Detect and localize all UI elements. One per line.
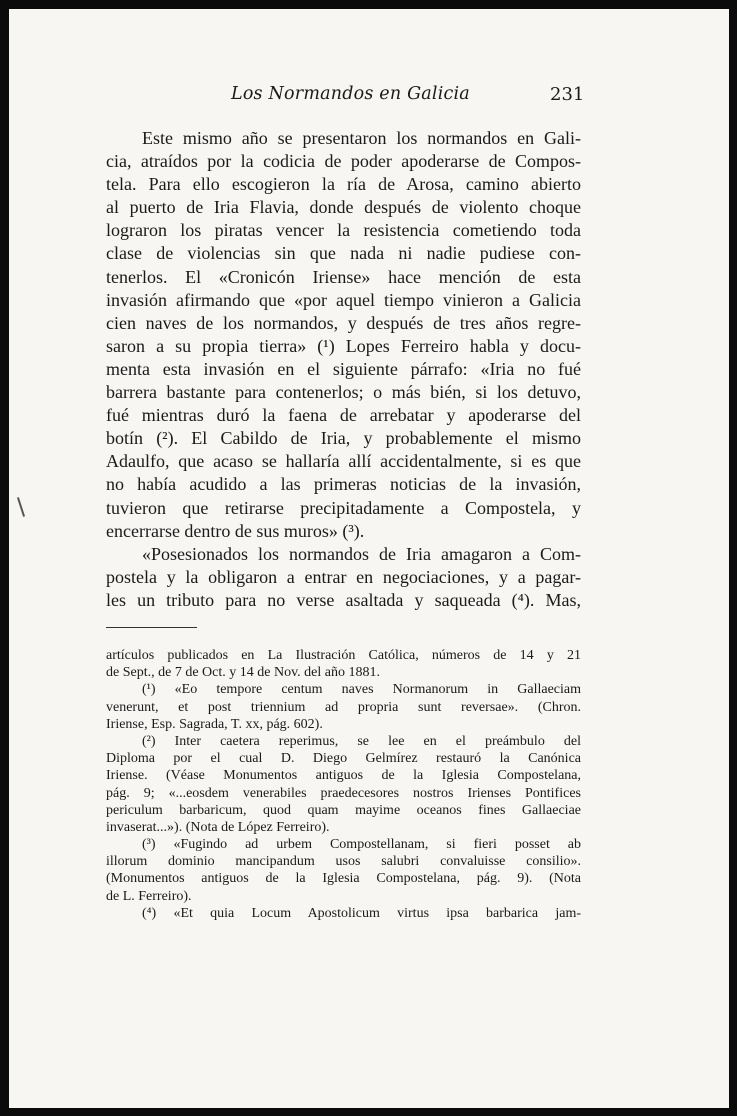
text-line: fué mientras duró la faena de arrebatar y apoderarse del: [106, 405, 581, 426]
text-line: Este mismo año se presentaron los normandos en Gali-: [142, 128, 581, 148]
footnote-line: invaserat...»). (Nota de López Ferreiro).: [106, 819, 330, 835]
text-line: postela y la obligaron a entrar en negociaciones, y a pagar-: [106, 566, 581, 587]
footnote-line: Iriense, Esp. Sagrada, T. xx, pág. 602).: [106, 716, 323, 732]
footnotes: [106, 647, 581, 922]
text-line: lograron los piratas vencer la resistencia cometiendo toda: [106, 220, 581, 241]
text-line: barrera bastante para contenerlos; o más bién, si los detuvo,: [106, 382, 581, 403]
footnote-line: venerunt, et post triennium ad propria sunt reversae». (Chron.: [106, 699, 581, 715]
margin-mark: [17, 497, 25, 517]
text-line: cia, atraídos por la codicia de poder apoderarse de Compos-: [106, 151, 581, 172]
text-line: «Posesionados los normandos de Iria amagaron a Com-: [142, 543, 581, 564]
text-line: encerrarse dentro de sus muros» (³).: [106, 520, 365, 541]
text-line: tuvieron que retirarse precipitadamente a Compostela, y: [106, 497, 581, 518]
text-line: menta esta invasión en el siguiente párrafo: «Iria no fué: [106, 358, 581, 379]
footnote-line: illorum dominio mancipandum usos salubri convaluisse consilio».: [106, 854, 581, 870]
text-line: botín (²). El Cabildo de Iria, y probablemente el mismo: [106, 428, 581, 449]
running-header: [9, 84, 729, 108]
footnote-line: de Sept., de 7 de Oct. y 14 de Nov. del año 1881.: [106, 665, 380, 681]
footnote-line: Diploma por el cual D. Diego Gelmírez restauró la Canónica: [106, 751, 581, 767]
footnote-line: artículos publicados en La Ilustración Católica, números de 14 y 21: [106, 648, 581, 663]
text-line: al puerto de Iria Flavia, donde después de violento choque: [106, 197, 581, 218]
text-line: clase de violencias sin que nada ni nadie pudiese con-: [106, 243, 581, 264]
footnote-line: (¹) «Eo tempore centum naves Normanorum in Gallaeciam: [142, 682, 581, 698]
running-title: Los Normandos en Galicia: [231, 84, 470, 104]
footnote-line: (⁴) «Et quia Locum Apostolicum virtus ipsa barbarica jam-: [142, 905, 581, 921]
footnote-divider: [106, 627, 197, 628]
footnote-line: periculum barbaricum, quod quam mayime oceanos fines Gallaeciae: [106, 802, 581, 818]
main-text: [106, 127, 581, 612]
footnote-line: (²) Inter caetera reperimus, se lee en el preámbulo del: [142, 733, 581, 749]
text-line: cien naves de los normandos, y después de tres años regre-: [106, 312, 581, 333]
text-line: tela. Para ello escogieron la ría de Arosa, camino abierto: [106, 174, 581, 195]
text-line: invasión afirmando que «por aquel tiempo vinieron a Galicia: [106, 289, 581, 310]
footnote-line: de L. Ferreiro).: [106, 888, 192, 904]
book-page: [9, 9, 729, 1108]
footnote-line: (³) «Fugindo ad urbem Compostellanam, si fieri posset ab: [142, 837, 581, 853]
page-number: 231: [550, 84, 585, 105]
footnote-line: (Monumentos antiguos de la Iglesia Compostelana, pág. 9). (Nota: [106, 871, 581, 887]
text-line: saron a su propia tierra» (¹) Lopes Ferreiro habla y docu-: [106, 335, 581, 356]
footnote-line: Iriense. (Véase Monumentos antiguos de la Iglesia Compostelana,: [106, 768, 581, 784]
text-line: Adaulfo, que acaso se hallaría allí accidentalmente, si es que: [106, 451, 581, 472]
text-line: les un tributo para no verse asaltada y saqueada (⁴). Mas,: [106, 589, 581, 610]
footnote-line: pág. 9; «...eosdem venerabiles praedecesores nostros Irienses Pontifices: [106, 785, 581, 801]
text-line: tenerlos. El «Cronicón Iriense» hace mención de esta: [106, 266, 581, 287]
text-line: no había acudido a las primeras noticias de la invasión,: [106, 474, 581, 495]
